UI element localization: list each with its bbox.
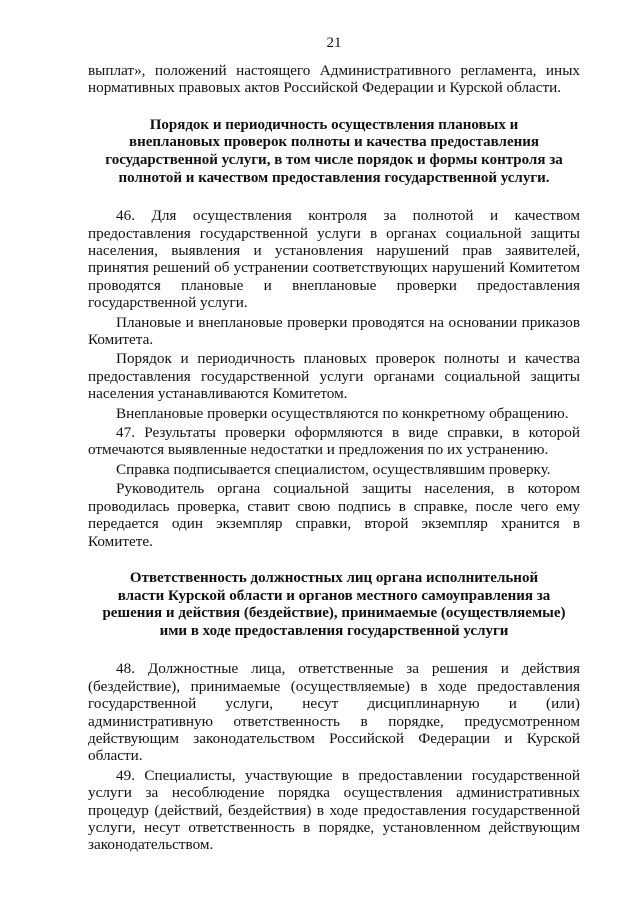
- heading-line: власти Курской области и органов местного самоуправления за: [117, 587, 551, 604]
- paragraph-46: 46. Для осуществления контроля за полнотой и качеством предоставления государственной услуги в органах социальной защиты населения, выявления и установления нарушений прав заявителей, принятия решений об устранении соответствующих нарушений Комитетом проводятся плановые и внеплановые проверки предоставления государственной услуги.: [88, 207, 580, 312]
- heading-line: внеплановых проверок полноты и качества предоставления: [128, 134, 540, 151]
- paragraph-unscheduled-inspections: Внеплановые проверки осуществляются по конкретному обращению.: [116, 404, 569, 422]
- section-body-responsibility: [88, 660, 580, 853]
- page-number: 21: [326, 35, 342, 51]
- heading-line: ими в ходе предоставления государственной услуги: [159, 622, 509, 639]
- document-page: [88, 34, 580, 856]
- paragraph-inspection-orders: Плановые и внеплановые проверки проводятся на основании приказов Комитета.: [88, 313, 580, 349]
- paragraph-inspection-frequency: Порядок и периодичность плановых проверок полноты и качества предоставления государственной услуги органами социальной защиты населения устанавливаются Комитетом.: [88, 350, 580, 403]
- intro-paragraph: выплат», положений настоящего Административного регламента, иных нормативных правовых актов Российской Федерации и Курской области.: [88, 62, 580, 97]
- heading-line: Ответственность должностных лиц органа исполнительной: [129, 569, 539, 586]
- paragraph-48: 48. Должностные лица, ответственные за решения и действия (бездействие), принимаемые (осуществляемые) в ходе предоставления государственной услуги, несут дисциплинарную и (или) административную ответственность в порядке, предусмотренном действующим законодательством Российской Федерации и Курской области.: [88, 660, 580, 765]
- heading-line: решения и действия (бездействие), принимаемые (осуществляемые): [102, 605, 566, 622]
- heading-line: полнотой и качеством предоставления государственной услуги.: [118, 169, 550, 186]
- paragraph-47: 47. Результаты проверки оформляются в виде справки, в которой отмечаются выявленные недостатки и предложения по их устранению.: [88, 424, 580, 459]
- section-heading-inspections: [98, 117, 570, 187]
- paragraph-report-signature: Справка подписывается специалистом, осуществлявшим проверку.: [116, 460, 551, 478]
- heading-line: Порядок и периодичность осуществления плановых и: [149, 116, 519, 133]
- section-body-inspections: [88, 207, 580, 550]
- heading-line: государственной услуги, в том числе порядок и формы контроля за: [105, 152, 563, 168]
- section-heading-responsibility: [98, 570, 570, 640]
- paragraph-49: 49. Специалисты, участвующие в предоставлении государственной услуги за несоблюдение порядка осуществления административных процедур (действий, бездействия) в ходе предоставления государственной услуги, несут ответственность в порядке, установленном действующим законодательством.: [88, 766, 580, 854]
- paragraph-head-signature: Руководитель органа социальной защиты населения, в котором проводилась проверка, ставит свою подпись в справке, после чего ему передается один экземпляр справки, второй экземпляр хранится в Комитете.: [88, 480, 580, 550]
